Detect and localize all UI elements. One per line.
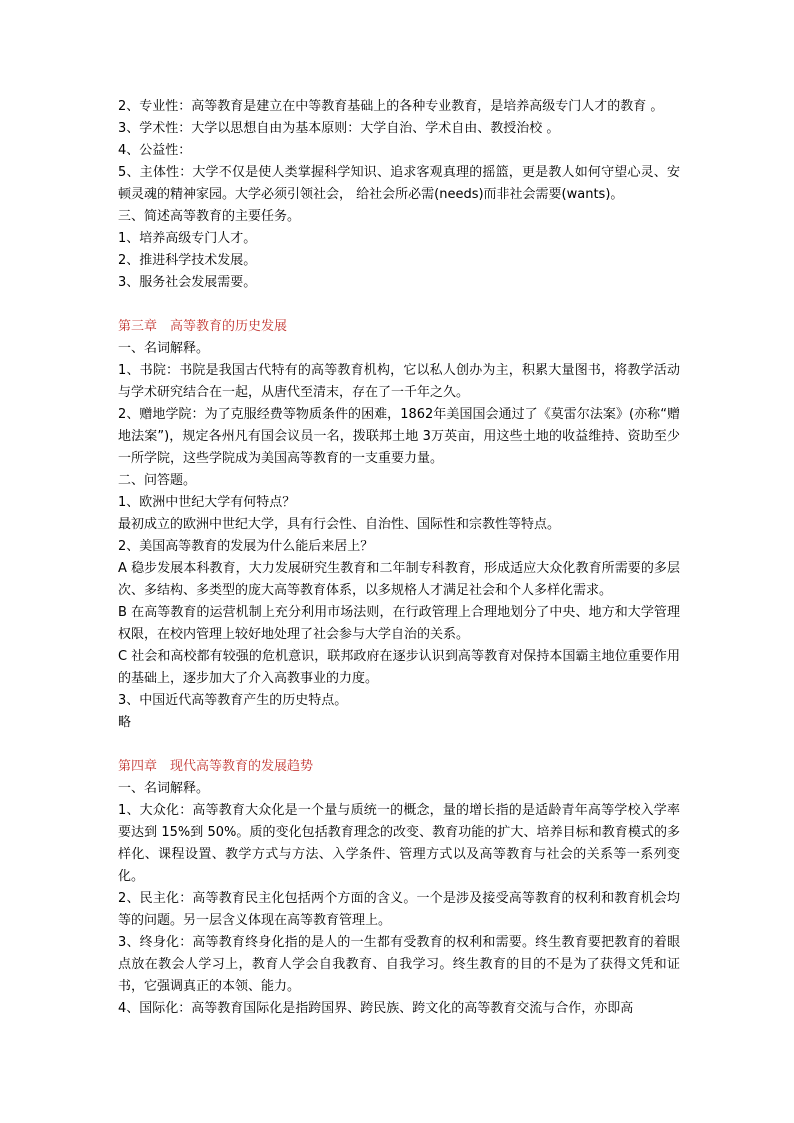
document-body — [118, 96, 680, 1020]
chapter-heading: 第四章 现代高等教育的发展趋势 — [118, 759, 314, 774]
chapter-4-section — [118, 756, 680, 1020]
spacer — [118, 294, 680, 316]
paragraph: 3、中国近代高等教育产生的历史特点。 — [118, 693, 348, 708]
paragraph: 一、名词解释。 — [118, 781, 210, 796]
paragraph: 最初成立的欧洲中世纪大学，具有行会性、自治性、国际性和宗教性等特点。 — [118, 517, 561, 532]
paragraph: 3、终身化：高等教育终身化指的是人的一生都有受教育的权利和需要。终生教育要把教育的着眼点放在教会人学习上，教育人学会自我教育、自我学习。终生教育的目的不是为了获得文凭和证书，它强调真正的本领、能力。 — [118, 935, 680, 994]
paragraph: B 在高等教育的运营机制上充分利用市场法则，在行政管理上合理地划分了中央、地方和大学管理权限，在校内管理上较好地处理了社会参与大学自治的关系。 — [118, 605, 680, 642]
spacer — [118, 734, 680, 756]
paragraph: 2、赠地学院：为了克服经费等物质条件的困难，1862年美国国会通过了《莫雷尔法案》(亦称“赠地法案”)，规定各州凡有国会议员一名，拨联邦土地 3万英亩，用这些土地的收益维持、资助至少一所学院，这些学院成为美国高等教育的一支重要力量。 — [118, 407, 680, 466]
paragraph: 1、大众化：高等教育大众化是一个量与质统一的概念，量的增长指的是适龄青年高等学校入学率要达到 15%到 50%。质的变化包括教育理念的改变、教育功能的扩大、培养目标和教育模式的多样化、课程设置、教学方式与方法、入学条件、管理方式以及高等教育与社会的关系等一系列变化。 — [118, 803, 680, 884]
paragraph: 2、推进科学技术发展。 — [118, 253, 257, 268]
paragraph: 一、名词解释。 — [118, 341, 210, 356]
paragraph: 4、公益性： — [118, 143, 192, 158]
paragraph: 1、书院：书院是我国古代特有的高等教育机构，它以私人创办为主，积累大量图书，将教学活动与学术研究结合在一起，从唐代至清末，存在了一千年之久。 — [118, 363, 680, 400]
paragraph: 1、培养高级专门人才。 — [118, 231, 257, 246]
chapter-heading: 第三章 高等教育的历史发展 — [118, 319, 288, 334]
paragraph: 2、专业性：高等教育是建立在中等教育基础上的各种专业教育，是培养高级专门人才的教育 。 — [118, 99, 664, 114]
paragraph: 5、主体性：大学不仅是使人类掌握科学知识、追求客观真理的摇篮，更是教人如何守望心灵、安顿灵魂的精神家园。大学必须引领社会， 给社会所必需(needs)而非社会需要(wants)。 — [118, 165, 680, 202]
paragraph: 2、美国高等教育的发展为什么能后来居上？ — [118, 539, 374, 554]
paragraph: A 稳步发展本科教育，大力发展研究生教育和二年制专科教育，形成适应大众化教育所需要的多层次、多结构、多类型的庞大高等教育体系，以多规格人才满足社会和个人多样化需求。 — [118, 561, 680, 598]
intro-section — [118, 96, 680, 294]
paragraph: 3、学术性：大学以思想自由为基本原则：大学自治、学术自由、教授治校 。 — [118, 121, 560, 136]
paragraph: 2、民主化：高等教育民主化包括两个方面的含义。一个是涉及接受高等教育的权利和教育机会均等的问题。另一层含义体现在高等教育管理上。 — [118, 891, 680, 928]
paragraph: C 社会和高校都有较强的危机意识，联邦政府在逐步认识到高等教育对保持本国霸主地位重要作用的基础上，逐步加大了介入高教事业的力度。 — [118, 649, 680, 686]
paragraph: 二、问答题。 — [118, 473, 197, 488]
chapter-3-section — [118, 316, 680, 734]
paragraph: 1、欧洲中世纪大学有何特点？ — [118, 495, 296, 510]
paragraph: 3、服务社会发展需要。 — [118, 275, 257, 290]
paragraph: 4、国际化：高等教育国际化是指跨国界、跨民族、跨文化的高等教育交流与合作，亦即高 — [118, 1001, 634, 1016]
paragraph: 三、简述高等教育的主要任务。 — [118, 209, 301, 224]
paragraph: 略 — [118, 715, 132, 730]
